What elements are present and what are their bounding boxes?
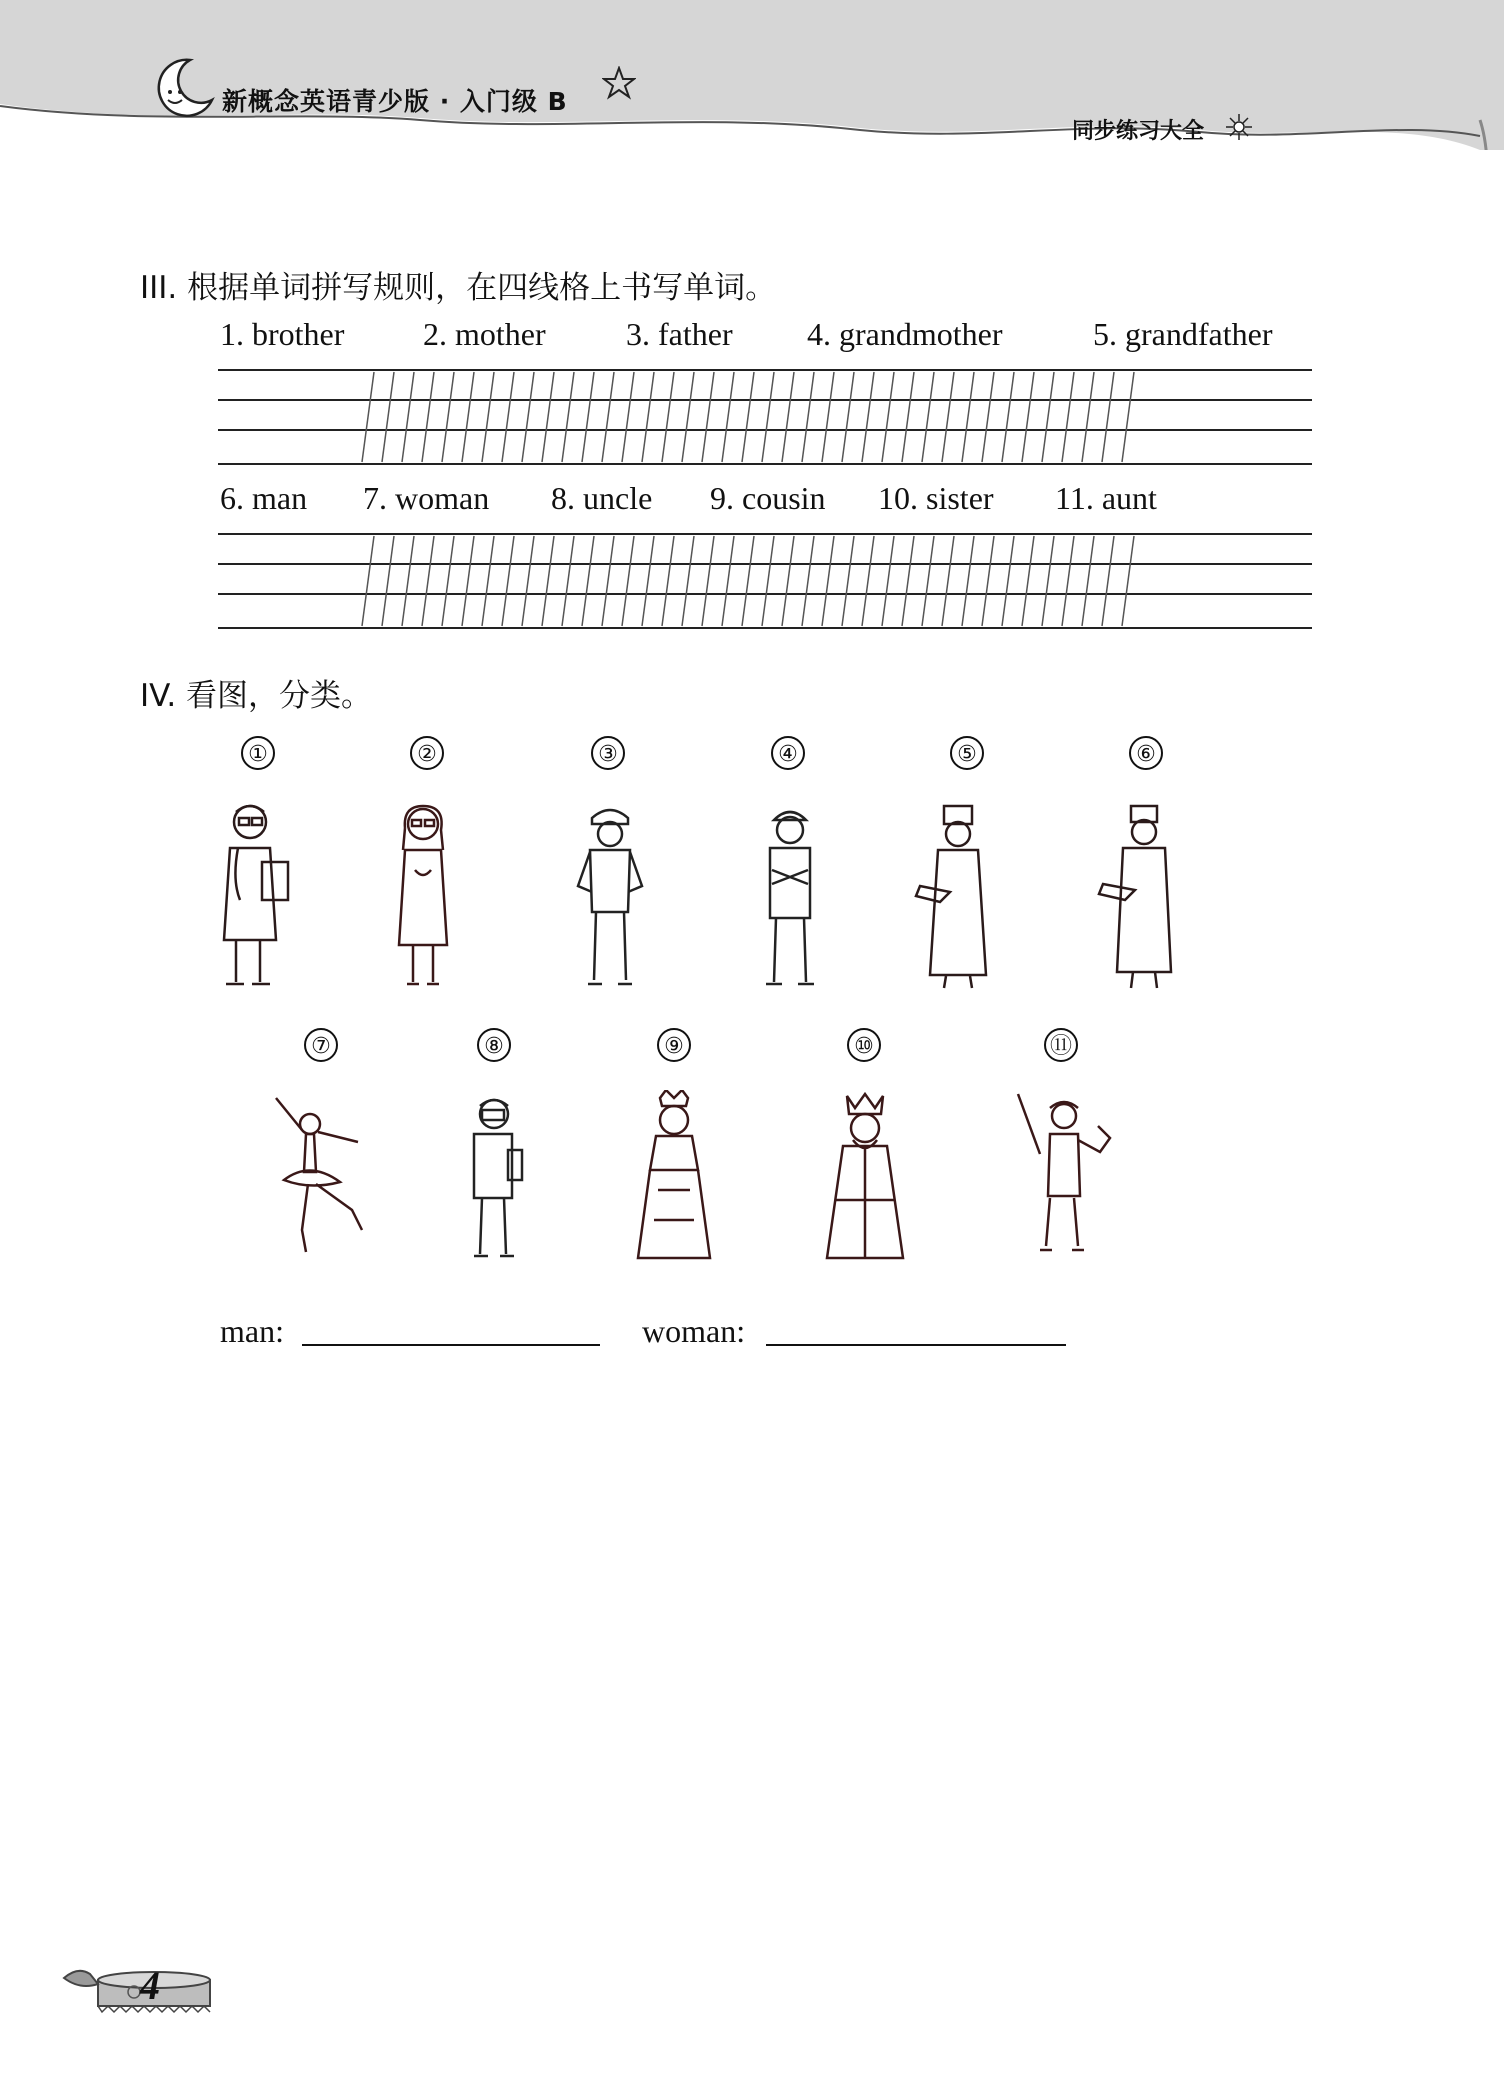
picture-number: ⑩ [847, 1028, 881, 1062]
series-title: 同步练习大全 [1072, 119, 1205, 144]
woman-answer-line[interactable] [766, 1344, 1066, 1346]
man-label: man: [220, 1313, 284, 1349]
woman-cook-icon [1095, 800, 1195, 995]
doctor-icon [210, 800, 300, 995]
ballerina-icon [262, 1090, 382, 1265]
section3-heading: III. 根据单词拼写规则，在四线格上书写单词。 [140, 270, 777, 306]
word-item: 2. mother [423, 316, 546, 352]
word-item: 7. woman [363, 480, 490, 516]
chef-icon [910, 800, 1010, 995]
picture-number: ⑪ [1044, 1028, 1078, 1062]
word-item: 11. aunt [1055, 480, 1157, 516]
picture-number: ③ [591, 736, 625, 770]
book-title: 新概念英语青少版 · 入门级 B [222, 87, 568, 116]
picture-number: ⑤ [950, 736, 984, 770]
flower-icon [1224, 112, 1254, 142]
picture-number: ⑦ [304, 1028, 338, 1062]
moon-logo-icon [150, 54, 216, 120]
picture-number: ② [410, 736, 444, 770]
woman-doctor-icon [385, 800, 465, 995]
policeman-icon [570, 800, 650, 995]
photographer-icon [454, 1090, 534, 1265]
worker-icon [750, 800, 830, 995]
word-item: 9. cousin [710, 480, 826, 516]
four-line-grid[interactable] [218, 366, 1314, 468]
word-item: 8. uncle [551, 480, 653, 516]
word-item: 10. sister [878, 480, 994, 516]
word-item: 1. brother [220, 316, 345, 352]
picture-number: ① [241, 736, 275, 770]
king-icon [815, 1090, 915, 1265]
picture-number: ④ [771, 736, 805, 770]
picture-number: ⑥ [1129, 736, 1163, 770]
picture-number: ⑧ [477, 1028, 511, 1062]
section4-heading: IV. 看图，分类。 [140, 678, 373, 714]
word-item: 4. grandmother [807, 316, 1003, 352]
word-item: 5. grandfather [1093, 316, 1273, 352]
word-item: 3. father [626, 316, 733, 352]
four-line-grid[interactable] [218, 530, 1314, 632]
star-icon [602, 66, 636, 100]
page-number: 4 [140, 1963, 160, 2008]
teacher-icon [1000, 1090, 1120, 1265]
queen-icon [624, 1090, 724, 1265]
picture-number: ⑨ [657, 1028, 691, 1062]
man-answer-line[interactable] [302, 1344, 600, 1346]
header-banner [0, 0, 1504, 150]
woman-label: woman: [642, 1313, 746, 1349]
word-item: 6. man [220, 480, 308, 516]
